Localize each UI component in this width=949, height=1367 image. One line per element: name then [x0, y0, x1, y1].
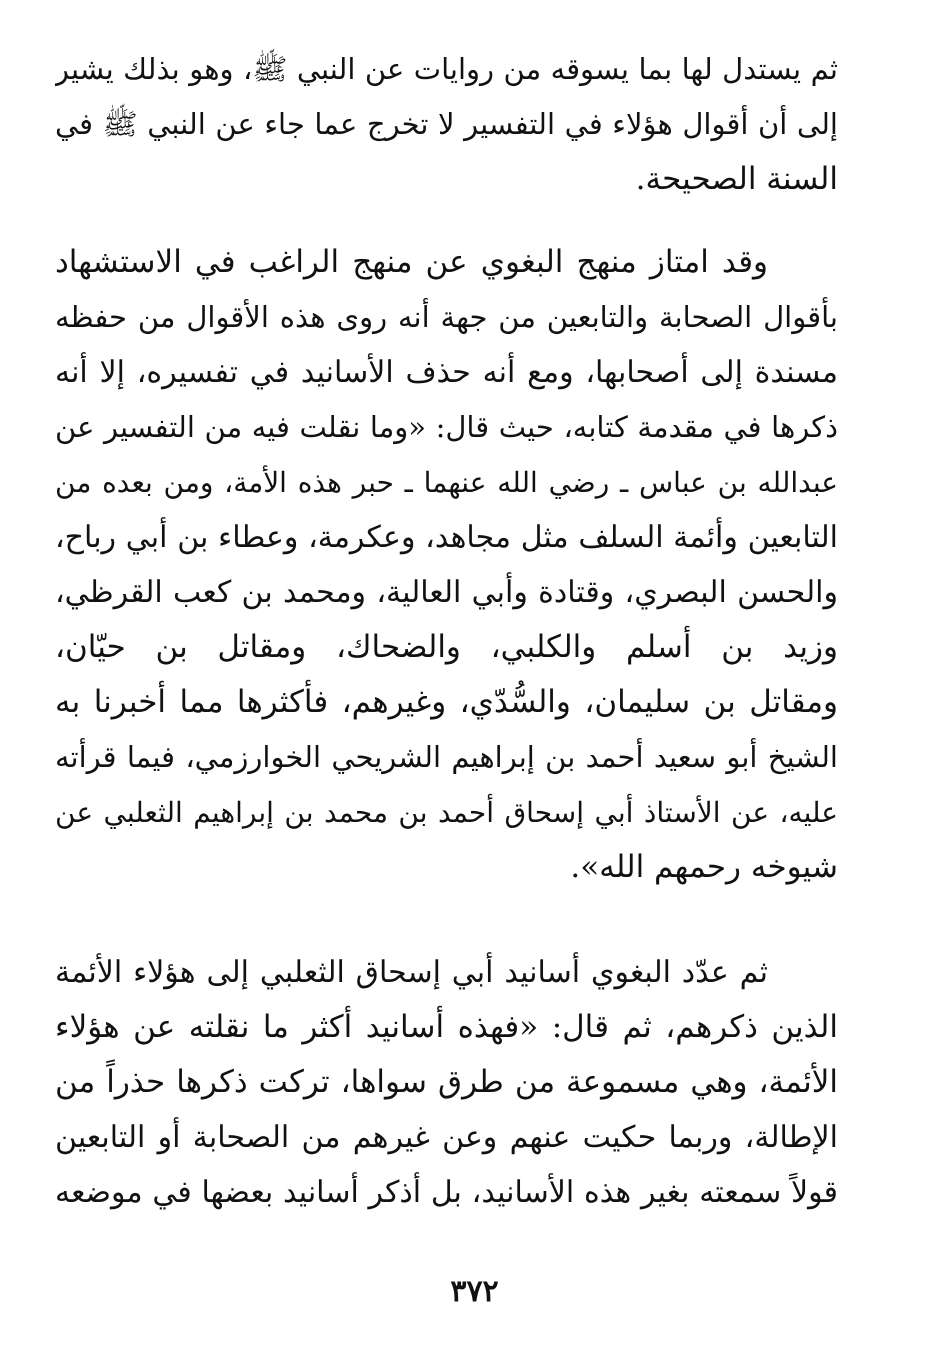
- paragraph-1: [55, 42, 838, 207]
- text-line: عبدالله بن عباس ـ رضي الله عنهما ـ حبر هذه الأمة، ومن بعده من: [55, 466, 838, 499]
- text-line: ومقاتل بن سليمان، والسُّدّي، وغيرهم، فأكثرها مما أخبرنا به: [55, 684, 838, 720]
- text-line: الإطالة، وربما حكيت عنهم وعن غيرهم من الصحابة أو التابعين: [55, 1120, 838, 1155]
- text-line: ذكرها في مقدمة كتابه، حيث قال: «وما نقلت فيه من التفسير عن: [55, 410, 838, 444]
- text-line: عليه، عن الأستاذ أبي إسحاق أحمد بن محمد بن إبراهيم الثعلبي عن: [55, 796, 838, 829]
- text-line: ثم يستدل لها بما يسوقه من روايات عن النبي ﷺ، وهو بذلك يشير: [55, 52, 838, 86]
- text-line: وقد امتاز منهج البغوي عن منهج الراغب في الاستشهاد: [55, 244, 768, 280]
- text-line: وزيد بن أسلم والكلبي، والضحاك، ومقاتل بن حيّان،: [55, 629, 838, 665]
- text-line: الأئمة، وهي مسموعة من طرق سواها، تركت ذكرها حذراً من: [55, 1064, 838, 1100]
- text-line: والحسن البصري، وقتادة وأبي العالية، ومحمد بن كعب القرظي،: [55, 575, 838, 610]
- paragraph-2: [55, 235, 838, 895]
- text-line: بأقوال الصحابة والتابعين من جهة أنه روى هذه الأقوال من حفظه: [55, 300, 838, 334]
- text-line: السنة الصحيحة.: [635, 161, 838, 197]
- text-line: الذين ذكرهم، ثم قال: «فهذه أسانيد أكثر ما نقلته عن هؤلاء: [55, 1009, 838, 1045]
- text-line: شيوخه رحمهم الله».: [570, 849, 838, 885]
- text-line: قولاً سمعته بغير هذه الأسانيد، بل أذكر أسانيد بعضها في موضعه: [55, 1175, 838, 1210]
- text-line: إلى أن أقوال هؤلاء في التفسير لا تخرج عما جاء عن النبي ﷺ في: [55, 107, 838, 141]
- text-line: الشيخ أبو سعيد أحمد بن إبراهيم الشريحي الخوارزمي، فيما قرأته: [55, 740, 838, 774]
- page-number: ٣٧٢: [450, 1274, 499, 1309]
- text-line: التابعين وأئمة السلف مثل مجاهد، وعكرمة، وعطاء بن أبي رباح،: [55, 520, 838, 555]
- text-line: ثم عدّد البغوي أسانيد أبي إسحاق الثعلبي إلى هؤلاء الأئمة: [55, 955, 768, 990]
- text-line: مسندة إلى أصحابها، ومع أنه حذف الأسانيد في تفسيره، إلا أنه: [55, 355, 838, 390]
- paragraph-3: [55, 945, 838, 1220]
